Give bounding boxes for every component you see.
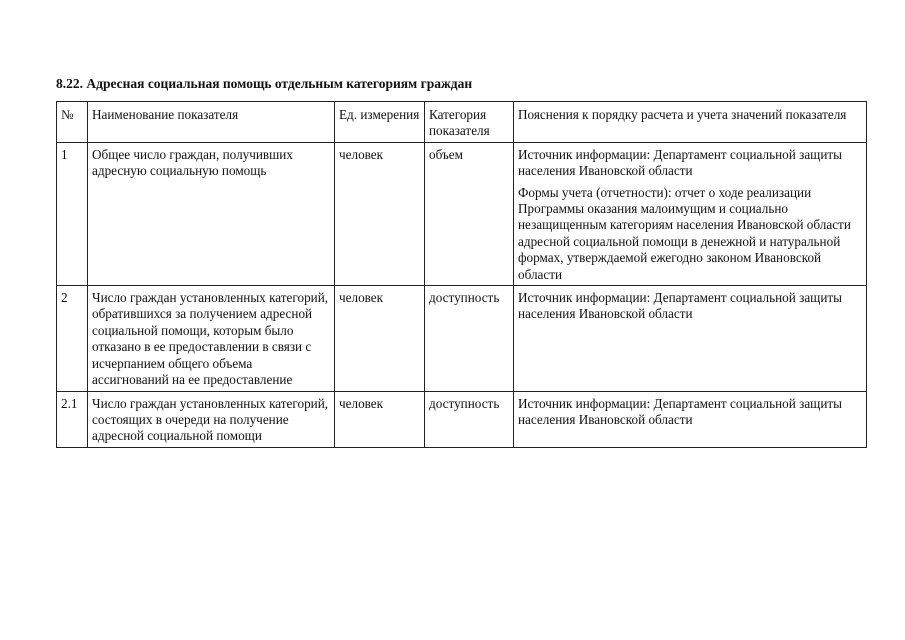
row-unit: человек [335, 286, 425, 391]
table-row [57, 286, 867, 391]
header-notes: Пояснения к порядку расчета и учета значений показателя [514, 102, 867, 143]
header-category: Категория показателя [425, 102, 514, 143]
header-unit: Ед. измерения [335, 102, 425, 143]
row-category: доступность [425, 391, 514, 447]
table-row [57, 142, 867, 285]
row-notes [514, 391, 867, 447]
row-note-source: Источник информации: Департамент социальной защиты населения Ивановской области [518, 395, 843, 427]
row-notes [514, 142, 867, 285]
row-notes [514, 286, 867, 391]
row-num: 2 [57, 286, 88, 391]
section-title: 8.22. Адресная социальная помощь отдельным категориям граждан [56, 76, 473, 91]
row-category: объем [425, 142, 514, 285]
row-unit: человек [335, 391, 425, 447]
row-num: 1 [57, 142, 88, 285]
row-note-source: Источник информации: Департамент социальной защиты населения Ивановской области [518, 290, 843, 322]
row-note-forms: Формы учета (отчетности): отчет о ходе реализации Программы оказания малоимущим и социально незащищенным категориям населения Ивановской области адресной социальной помощи в денежной и натуральной формах, утверждаемой ежегодно законом Ивановской области [518, 184, 851, 282]
row-note-source: Источник информации: Департамент социальной защиты населения Ивановской области [518, 146, 843, 179]
table-header-row [57, 102, 867, 143]
row-num: 2.1 [57, 391, 88, 447]
row-name: Число граждан установленных категорий, обратившихся за получением адресной социальной помощи, которым было отказано в ее предоставлении в связи с исчерпанием общего объема ассигнований на ее предоставление [88, 286, 335, 391]
row-unit: человек [335, 142, 425, 285]
row-name: Число граждан установленных категорий, состоящих в очереди на получение адресной социальной помощи [88, 391, 335, 447]
indicators-table [56, 101, 867, 448]
row-category: доступность [425, 286, 514, 391]
header-num: № [57, 102, 88, 143]
row-name: Общее число граждан, получивших адресную социальную помощь [88, 142, 335, 285]
header-name: Наименование показателя [88, 102, 335, 143]
table-row [57, 391, 867, 447]
